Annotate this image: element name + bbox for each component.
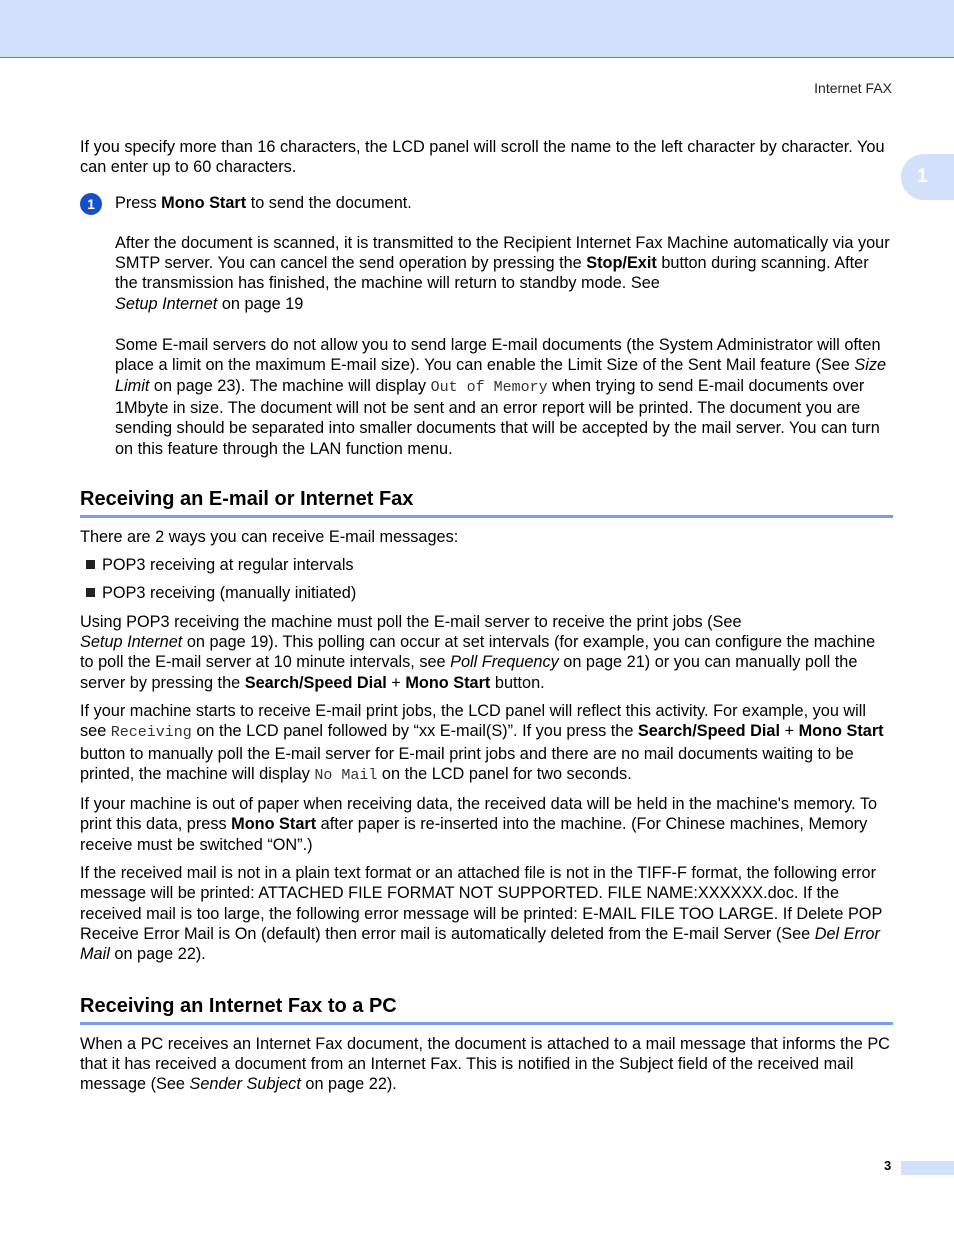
intro-paragraph: If you specify more than 16 characters, the LCD panel will scroll the name to the left character by character. You can enter up to 60 characters. (80, 138, 885, 177)
out-of-memory-message: Out of Memory (430, 378, 548, 396)
out-of-paper-paragraph: If your machine is out of paper when receiving data, the received data will be held in the machine's memory. To print this data, press Mono Start after paper is re-inserted into the machine. (For Chinese machines, Memory receive must be switched “ON”.) (80, 795, 878, 854)
step-1 (80, 193, 893, 213)
header-band (0, 0, 954, 58)
mono-start-key: Mono Start (161, 193, 247, 212)
ways-lead: There are 2 ways you can receive E-mail messages: (80, 527, 459, 546)
mono-start-key: Mono Start (231, 815, 317, 834)
no-mail-message: No Mail (314, 766, 378, 784)
size-limit-ref: Size Limit (115, 356, 887, 395)
square-bullet-icon (86, 588, 95, 597)
setup-internet-ref: Setup Internet (80, 633, 183, 652)
chapter-tab: 1 (901, 154, 954, 200)
list-item: POP3 receiving at regular intervals (80, 555, 893, 575)
sender-subject-ref: Sender Subject (189, 1075, 301, 1094)
section-heading-internet-fax-pc: Receiving an Internet Fax to a PC (80, 994, 893, 1025)
after-scan-paragraph: After the document is scanned, it is transmitted to the Recipient Internet Fax Machine automatically via your SMTP server. You can cancel the send operation by pressing the Stop/Exit button during scanning. After the transmission has finished, the machine will return to standby mode. See Setup Internet on page 19 (115, 233, 890, 313)
list-item: POP3 receiving (manually initiated) (80, 583, 893, 603)
receive-method-list (80, 555, 893, 604)
search-speed-dial-key: Search/Speed Dial (637, 722, 780, 741)
mono-start-key: Mono Start (798, 722, 884, 741)
square-bullet-icon (86, 560, 95, 569)
poll-frequency-ref: Poll Frequency (450, 653, 559, 672)
receiving-paragraph: If your machine starts to receive E-mail print jobs, the LCD panel will reflect this activity. For example, you will see Receiving on the LCD panel followed by “xx E-mail(S)”. If you press the Search/Speed Dial + Mono Start button to manually poll the E-mail server for E-mail print jobs and there are no mail documents waiting to be printed, the machine will display No Mail on the LCD panel for two seconds. (80, 701, 884, 784)
search-speed-dial-key: Search/Speed Dial (244, 673, 387, 692)
page-content (80, 137, 893, 1094)
page-number: 3 (884, 1158, 892, 1173)
pop3-paragraph: Using POP3 receiving the machine must poll the E-mail server to receive the print jobs (See Setup Internet on page 19). This polling can occur at set intervals (for example, you can configure the machine to poll the E-mail server at 10 minute intervals, see Poll Frequency on page 21) or you can manually poll the server by pressing the Search/Speed Dial + Mono Start button. (80, 612, 876, 692)
section-label: Internet FAX (814, 80, 892, 96)
setup-internet-ref: Setup Internet (115, 294, 218, 313)
del-error-mail-ref: Del Error Mail (80, 924, 880, 964)
size-limit-paragraph: Some E-mail servers do not allow you to send large E-mail documents (the System Administrator will often place a limit on the maximum E-mail size). You can enable the Limit Size of the Sent Mail feature (See Size Limit on page 23). The machine will display Out of Memory when trying to send E-mail documents over 1Mbyte in size. The document will not be sent and an error report will be printed. The document you are sending should be separated into smaller documents that will be accepted by the mail server. You can turn on this feature through the LAN function menu. (115, 336, 887, 458)
stop-exit-key: Stop/Exit (586, 254, 657, 273)
footer-tab (901, 1161, 954, 1175)
step-number-icon: 1 (80, 193, 102, 215)
step-text: Press Mono Start to send the document. (115, 193, 412, 212)
mono-start-key: Mono Start (405, 673, 491, 692)
error-mail-paragraph: If the received mail is not in a plain text format or an attached file is not in the TIFF-F format, the following error message will be printed: ATTACHED FILE FORMAT NOT SUPPORTED. FILE NAME:XXXXXX.doc. If the received mail is too large, the following error message will be printed: E-MAIL FILE TOO LARGE. If Delete POP Receive Error Mail is On (default) then error mail is automatically deleted from the E-mail Server (See Del Error Mail on page 22). (80, 864, 883, 964)
pc-receive-paragraph: When a PC receives an Internet Fax document, the document is attached to a mail message that informs the PC that it has received a document from an Internet Fax. This is notified in the Subject field of the received mail message (See Sender Subject on page 22). (80, 1034, 890, 1094)
section-heading-receiving-email: Receiving an E-mail or Internet Fax (80, 487, 893, 518)
receiving-message: Receiving (110, 724, 192, 742)
